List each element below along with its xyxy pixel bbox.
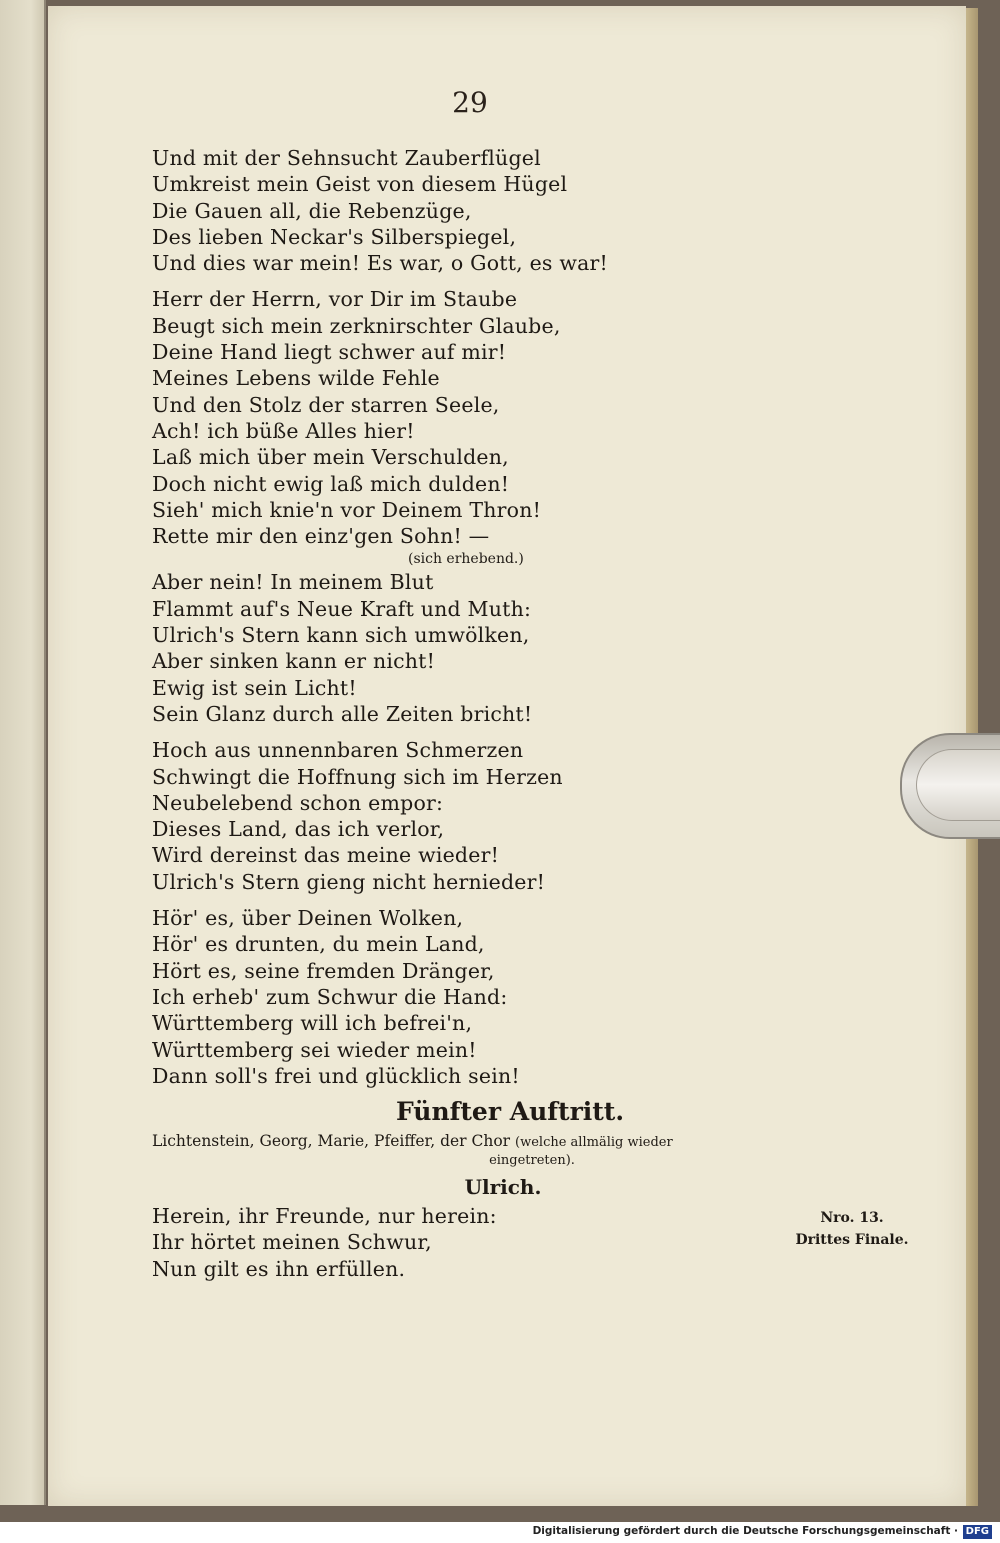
stanza-gap: [152, 727, 852, 737]
verse-line: Sieh' mich knie'n vor Deinem Thron!: [152, 497, 542, 522]
verse-line: Laß mich über mein Verschulden,: [152, 445, 509, 470]
stanza: [152, 1203, 852, 1282]
speaker-name: Ulrich.: [464, 1175, 542, 1200]
margin-note-number: Nro. 13.: [820, 1210, 884, 1226]
page-number: 29: [452, 86, 488, 119]
verse-line: Des lieben Neckar's Silberspiegel,: [152, 224, 517, 249]
verse-line: Nun gilt es ihn erfüllen.: [152, 1256, 406, 1281]
verse-line: Herein, ihr Freunde, nur herein:: [152, 1204, 497, 1229]
margin-note: [782, 1207, 922, 1251]
verse-line: Dann soll's frei und glücklich sein!: [152, 1063, 520, 1088]
verse-line: Hör' es, über Deinen Wolken,: [152, 906, 464, 931]
verse-line: Sein Glanz durch alle Zeiten bricht!: [152, 701, 533, 726]
verse-line: Die Gauen all, die Rebenzüge,: [152, 198, 472, 223]
stanza: [152, 569, 852, 727]
stanza: [152, 737, 852, 895]
verse-line: Doch nicht ewig laß mich dulden!: [152, 471, 510, 496]
verse-line: Deine Hand liegt schwer auf mir!: [152, 340, 507, 365]
funding-notice: Digitalisierung gefördert durch die Deutsche Forschungsgemeinschaft ·: [532, 1525, 958, 1537]
verse-line: Neubelebend schon empor:: [152, 790, 444, 815]
verse-text: [152, 145, 852, 1282]
verse-line: Beugt sich mein zerknirschter Glaube,: [152, 313, 561, 338]
verse-line: Ach! ich büße Alles hier!: [152, 418, 415, 443]
stanza-gap: [152, 276, 852, 286]
verse-line: Rette mir den einz'gen Sohn! —: [152, 524, 490, 549]
cast-list: [152, 1131, 842, 1151]
stanza: [152, 286, 852, 549]
verse-line: Dieses Land, das ich verlor,: [152, 817, 445, 842]
verse-line: Meines Lebens wilde Fehle: [152, 366, 440, 391]
verse-line: Ulrich's Stern kann sich umwölken,: [152, 623, 530, 648]
verse-line: Aber sinken kann er nicht!: [152, 649, 436, 674]
cast-note: (welche allmälig wieder: [515, 1135, 673, 1151]
verse-line: Ich erheb' zum Schwur die Hand:: [152, 984, 508, 1009]
paper-clip-inner-loop: [916, 749, 1000, 821]
stage-direction: (sich erhebend.): [408, 551, 524, 568]
verse-line: Und den Stolz der starren Seele,: [152, 392, 500, 417]
dfg-logo-icon: DFG: [963, 1525, 992, 1539]
verse-line: Hör' es drunten, du mein Land,: [152, 932, 485, 957]
stanza: [152, 905, 852, 1089]
verse-line: Flammt auf's Neue Kraft und Muth:: [152, 596, 532, 621]
verse-line: Württemberg will ich befrei'n,: [152, 1011, 473, 1036]
paper-clip-icon: [900, 733, 1000, 839]
verse-line: Herr der Herrn, vor Dir im Staube: [152, 287, 518, 312]
stanza: [152, 145, 852, 276]
cast-names: Lichtenstein, Georg, Marie, Pfeiffer, der Chor: [152, 1132, 511, 1151]
verse-line: Württemberg sei wieder mein!: [152, 1037, 477, 1062]
margin-note-label: Drittes Finale.: [795, 1232, 909, 1248]
footer-bar: [0, 1522, 1000, 1543]
verse-line: Aber nein! In meinem Blut: [152, 570, 434, 595]
verse-line: Und mit der Sehnsucht Zauberflügel: [152, 146, 541, 170]
scene-heading: Fünfter Auftritt.: [395, 1097, 625, 1127]
stanza-gap: [152, 895, 852, 905]
verse-line: Schwingt die Hoffnung sich im Herzen: [152, 764, 563, 789]
verse-line: Ulrich's Stern gieng nicht hernieder!: [152, 869, 546, 894]
verse-line: Hört es, seine fremden Dränger,: [152, 958, 495, 983]
cast-note-continuation: eingetreten).: [489, 1153, 575, 1169]
verse-line: Und dies war mein! Es war, o Gott, es war!: [152, 251, 608, 276]
verse-line: Ihr hörtet meinen Schwur,: [152, 1230, 432, 1255]
previous-page-edge: [0, 0, 46, 1505]
verse-line: Ewig ist sein Licht!: [152, 675, 357, 700]
verse-line: Umkreist mein Geist von diesem Hügel: [152, 172, 568, 197]
verse-line: Wird dereinst das meine wieder!: [152, 843, 500, 868]
verse-line: Hoch aus unnennbaren Schmerzen: [152, 738, 524, 763]
